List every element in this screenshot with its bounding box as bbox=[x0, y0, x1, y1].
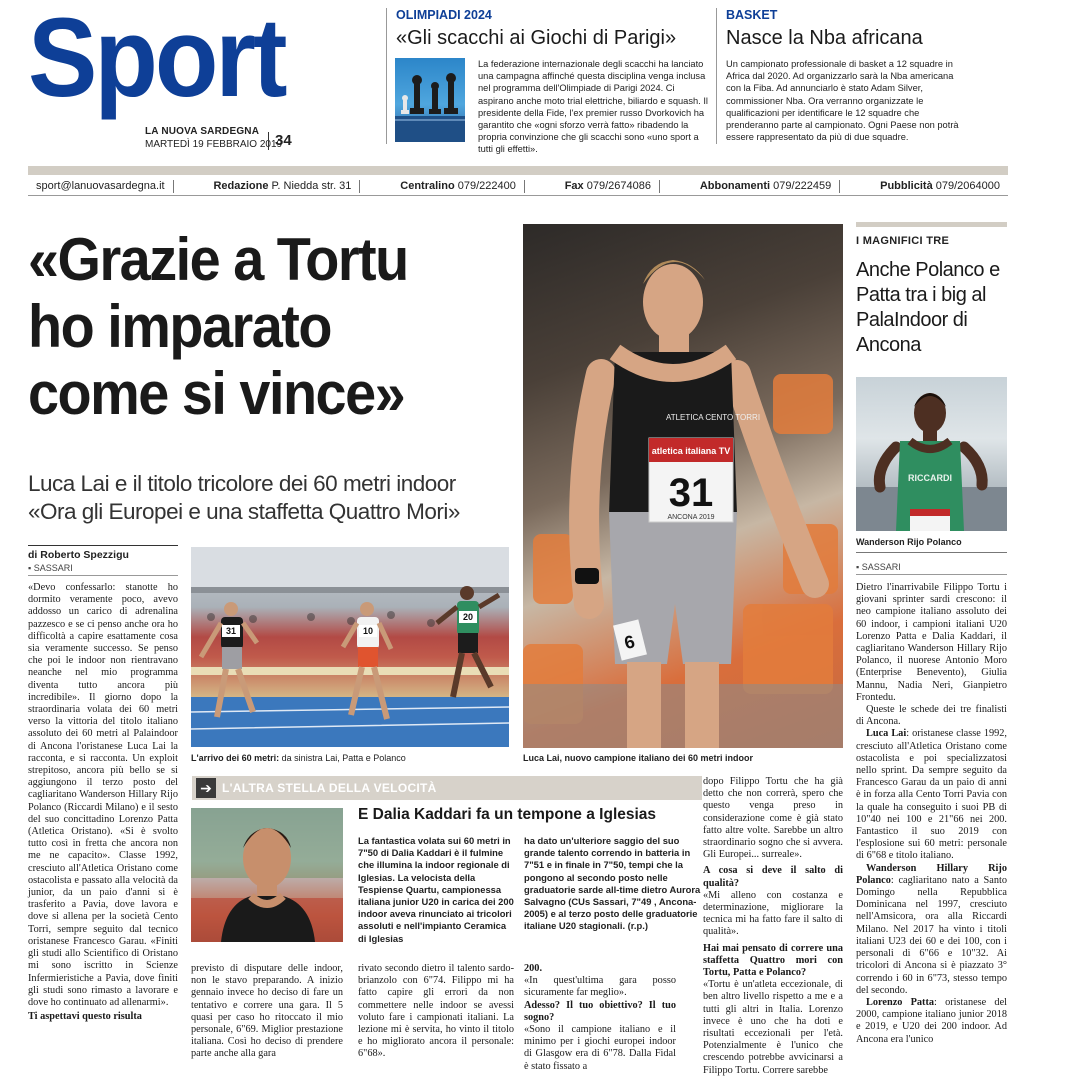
teaser-kicker-basket: BASKET bbox=[726, 8, 778, 22]
chess-photo bbox=[395, 58, 465, 142]
contact-value: 079/222400 bbox=[457, 180, 516, 192]
contact-label: Pubblicità bbox=[880, 180, 933, 192]
chess-pieces-icon bbox=[395, 58, 465, 142]
article-column-3: rivato secondo dietro il talento sardo-brianzolo con 6"74. Filippo mi ha fatto capire gli errori da non commettere nelle indoor se avessi voluto fare i campionati italiani. La lezione mi è servita, ho vinto il titolo e ho migliorato ancora il personale: 6"68». bbox=[358, 963, 514, 1060]
newspaper-name: LA NUOVA SARDEGNA bbox=[145, 126, 260, 137]
right-column-rule bbox=[856, 222, 1007, 227]
article-column-2: previsto di disputare delle indoor, non le stavo preparando. A inizio gennaio invece ho deciso di fare un tentativo e correre una gara. Il 5 quasi per caso ho ritoccato il mio personale, 6"69. Miglior prestazione italiana. Così ho deciso di prendere parte anche alla gara bbox=[191, 963, 343, 1060]
patta-profile: : oristanese del 2000, campione italiano junior 2018 e 2019, e U20 dei 200 indoor. Ad Ancona era l'unico bbox=[856, 996, 1008, 1045]
right-dateline: ▪ SASSARI bbox=[856, 562, 901, 572]
article-column-1 bbox=[28, 582, 178, 1058]
teaser-title-olimpiadi[interactable]: «Gli scacchi ai Giochi di Parigi» bbox=[396, 27, 677, 49]
race-bib-polanco: 20 bbox=[462, 612, 474, 622]
lai-hip-number: 6 bbox=[622, 631, 637, 654]
subheadline bbox=[28, 470, 528, 526]
dateline-rule bbox=[856, 574, 1007, 575]
headline-line: «Grazie a Tortu bbox=[28, 226, 408, 293]
byline-rule bbox=[28, 575, 178, 576]
sidebar-story-col1: La fantastica volata sui 60 metri in 7"50 di Dalia Kaddari è il fulmine che illumina la indoor regionale di Iglesias. La velocista della Tespiense Quartu, campionessa italiana junior U20 in carica dei 200 indoor aveva rinunciato ai tricolori assoluti e nell'impianto Ceramica di Iglesias bbox=[358, 835, 514, 944]
right-body-intro: Dietro l'inarrivabile Filippo Tortu i giovani sprinter sardi crescono: il neo campione italiano assoluto dei 60 indoor, i campioni italiani U20 Lorenzo Patta e Dalia Kaddari, il cagliaritano Wanderson Hillary Rijo Polanco, il nuorese Antonio Moro (Enterprise Benevento), Giulia Mannu, Nadia Neri, Gianpietro Frontedu. bbox=[856, 582, 1007, 703]
teaser-body-basket: Un campionato professionale di basket a 12 squadre in Africa dal 2020. Ad organizzarlo sarà la Nba americana con la Fiba. Ad annunciarlo è stato Adam Silver, commissioner Nba. Ora verranno organizzate le qualificazioni per identificare le 12 squadre che prenderanno parte al campionato. Ogni Paese non potrà essere rappresentato da più di due squadre. bbox=[726, 59, 959, 143]
contact-item bbox=[392, 180, 525, 193]
lai-name: Luca Lai bbox=[866, 728, 907, 740]
teaser-title-basket[interactable]: Nasce la Nba africana bbox=[726, 27, 923, 49]
contact-label: Abbonamenti bbox=[699, 180, 771, 192]
dateline-text: SASSARI bbox=[33, 563, 73, 573]
contact-item bbox=[872, 180, 1008, 193]
contact-label: Redazione bbox=[213, 180, 269, 192]
luca-lai-photo bbox=[523, 224, 843, 748]
teaser-body-olimpiadi: La federazione internazionale degli scacchi ha lanciato una campagna affinché questa disciplina venga inclusa nel programma dell'Olimpiade di Parigi 2024. Ci aspirano anche moto trial elettriche, biliardo e squash. Il presidente della Fide, l'ex premier russo Dvorkovich ha garantito che «ogni sforzo verrà fatto» ribadendo la propria convinzione che gli scacchi sono «uno sport a tutti gli effetti». bbox=[478, 59, 708, 155]
byline-rule bbox=[28, 545, 178, 546]
headline-line: come si vince» bbox=[28, 360, 405, 427]
contact-item bbox=[205, 180, 360, 193]
lai-bib-number: 31 bbox=[668, 471, 714, 515]
race-caption-bold: L'arrivo dei 60 metri: bbox=[191, 753, 280, 763]
column-divider bbox=[716, 8, 717, 144]
race-bib-patta: 10 bbox=[362, 626, 374, 636]
dalia-kaddari-illustration bbox=[191, 808, 343, 942]
lai-bib-top: atletica italiana TV bbox=[651, 446, 731, 456]
subhead-line: Luca Lai e il titolo tricolore dei 60 metri indoor bbox=[28, 471, 456, 496]
contacts-bar bbox=[28, 178, 1008, 196]
dateline: ▪ SASSARI bbox=[28, 563, 73, 573]
luca-lai-illustration bbox=[523, 224, 843, 748]
contact-value: 079/2064000 bbox=[935, 180, 1000, 192]
article-col4-top: 200. bbox=[524, 963, 543, 974]
article-col5c-text: «Tortu è un'atleta eccezionale, di ben altro livello rispetto a me e a tutti gli altri in Italia. Lorenzo invece è uno che ha doti e risultati eccezionali per l'età. Potenzialmente è l'unico che crescendo potrebbe avvicinarsi a Filippo Tortu. Correre sarebbe bbox=[703, 979, 843, 1076]
race-caption-text: da sinistra Lai, Patta e Polanco bbox=[279, 753, 406, 763]
right-article-body bbox=[856, 582, 1007, 1060]
race-finish-illustration bbox=[191, 547, 509, 747]
article-col1-tail: Ti aspettavi questo risulta bbox=[28, 1011, 142, 1023]
article-column-4 bbox=[524, 963, 676, 1072]
page-number: 34 bbox=[268, 132, 292, 150]
masthead-rule bbox=[28, 166, 1008, 175]
issue-date: MARTEDÌ 19 FEBBRAIO 2019 bbox=[145, 139, 283, 150]
polanco-shirt-text: RICCARDI bbox=[908, 473, 952, 483]
subhead-line: «Ora gli Europei e una staffetta Quattro Mori» bbox=[28, 499, 460, 524]
race-bib-lai: 31 bbox=[225, 626, 237, 636]
right-body-finalists: Queste le schede dei tre finalisti di Ancona. bbox=[856, 704, 1007, 728]
contact-label: Fax bbox=[564, 180, 584, 192]
right-article-title[interactable]: Anche Polanco e Patta tra i big al PalaIndoor di Ancona bbox=[856, 259, 1000, 356]
sport-logo: Sport bbox=[28, 0, 285, 121]
dalia-kaddari-photo bbox=[191, 808, 343, 942]
right-article-kicker: I MAGNIFICI TRE bbox=[856, 235, 950, 247]
headline-line: ho imparato bbox=[28, 293, 331, 360]
contact-value: 079/2674086 bbox=[586, 180, 651, 192]
patta-name: Lorenzo Patta bbox=[866, 996, 935, 1008]
article-col1-text: «Devo confessarlo: stanotte ho dormito veramente poco, avevo addosso un carico di adrenalina pazzesco e se ci penso anche ora ho difficoltà a capire esattamente cosa sia veramente successo. Se penso che poi le indoor non rientravano neanche nel mio programma diventa tutto ancora più incredibile». Il giorno dopo la straordinaria volata dei 60 metri verso la vittoria del titolo italiano assoluto dei 60 metri al Palaindoor di Ancona l'oristanese Luca Lai la racconta, e si racconta. Un exploit strepitoso, ancora più bello se si aggiungono il terzo posto del cagliaritano Wanderson Hillary Rijo Polanco (Riccardi Milano) e il sesto del suo concittadino Lorenzo Patta (Atletica Oristano). «Si è svolto tutto così in fretta che ancora non me ne capacito». Classe 1992, cresciuto all'Atletica Oristano come ostacolista e passato alla velocità da junior, da un paio d'anni si è trasferito a Pavia, dove lavora e dove si allena per la società Cento Torri, sempre seguito dal tecnico oristanese Francesco Garau. «Finiti gli studi allo Scientifico di Oristano mi sono iscritto in Scienze Infermieristiche a Pavia, dove finiti gli studi sono rimasto a lavorare e dove ho continuato ad allenarmi». bbox=[28, 582, 178, 1008]
contact-item bbox=[557, 180, 660, 193]
column-divider bbox=[386, 8, 387, 144]
right-dateline-text: SASSARI bbox=[861, 562, 901, 572]
teaser-kicker-olimpiadi: OLIMPIADI 2024 bbox=[396, 8, 492, 22]
question-relay: Hai mai pensato di correre una staffetta Quattro mori con Tortu, Patta e Polanco? bbox=[703, 942, 843, 979]
sidebar-band-label: L'ALTRA STELLA DELLA VELOCITÀ bbox=[222, 781, 437, 795]
article-col4-text: «In quest'ultima gara posso sicuramente far meglio». bbox=[524, 975, 676, 999]
contact-value: sport@lanuovasardegna.it bbox=[36, 180, 165, 192]
polanco-photo bbox=[856, 377, 1007, 531]
polanco-illustration bbox=[856, 377, 1007, 531]
byline: di Roberto Spezzigu bbox=[28, 549, 129, 561]
polanco-photo-caption: Wanderson Rijo Polanco bbox=[856, 537, 962, 547]
race-photo-caption bbox=[191, 753, 406, 763]
main-headline bbox=[28, 226, 484, 427]
sidebar-story-col2: ha dato un'ulteriore saggio del suo grande talento correndo in batteria in 7"51 e in finale in 7"50, tempi che la pongono al secondo posto nelle graduatorie sarde all-time dietro Aurora Salvagno (CUs Sassari, 7"49 , Ancona-2005) e al terzo posto delle graduatorie italiane U20 stagionali. (r.p.) bbox=[524, 835, 701, 932]
polanco-name: Wanderson Hillary Rijo Polanco bbox=[856, 862, 1007, 886]
sidebar-story-title[interactable]: E Dalia Kaddari fa un tempone a Iglesias bbox=[358, 806, 657, 823]
polanco-profile: : cagliaritano nato a Santo Domingo nella Repubblica Dominicana nel 1997, cresciuto nell'Amsicora, ora alla Riccardi Milano. Nel 2017 ha vinto i titoli italiani U23 dei 60 e dei 100, con i personali di 6"66 e 10"32. Ai tricolori di Ancona si è piazzato 3° correndo i 60 in 6"73, stesso tempo del secondo. bbox=[856, 874, 1007, 996]
caption-rule bbox=[856, 552, 1007, 553]
article-column-5 bbox=[703, 776, 843, 1076]
lai-profile: : oristanese classe 1992, cresciuto all'Atletica Oristano come ostacolista e poi specializzatosi nello sprint. Da sempre seguito da Francesco Garau da un paio di anni è in forza alla Cento Torri Pavia con la quale ha conseguito i suoi PB di 10"40 nei 100 e 21"66 nei 200. Fantastico il suo 2019 con l'esplosione sui 60 metri: personale di 6"68 e titolo italiano. bbox=[856, 728, 1008, 862]
contact-item bbox=[692, 180, 840, 193]
lai-shirt-text: ATLETICA CENTO TORRI bbox=[665, 413, 761, 422]
contact-value: P. Niedda str. 31 bbox=[271, 180, 352, 192]
article-col5b-text: «Mi alleno con costanza e determinazione, migliorare la tecnica mi ha fatto fare il salto di qualità». bbox=[703, 889, 843, 938]
lai-bib-bottom: ANCONA 2019 bbox=[667, 514, 715, 521]
race-finish-photo bbox=[191, 547, 509, 747]
question-goal: Adesso? Il tuo obiettivo? Il tuo sogno? bbox=[524, 999, 676, 1023]
arrow-right-icon: ➔ bbox=[196, 778, 216, 798]
article-col4b-text: «Sono il campione italiano e il minimo per i giochi europei indoor di Glasgow era di 6"78. Dalla Fidal è stato fissato a bbox=[524, 1024, 676, 1072]
lai-photo-caption: Luca Lai, nuovo campione italiano dei 60 metri indoor bbox=[523, 753, 754, 763]
contact-label: Centralino bbox=[400, 180, 455, 192]
contact-item[interactable] bbox=[28, 180, 174, 193]
article-col5a-text: dopo Filippo Tortu che ha già detto che non correrà, spero che questo venga preso in considerazione come è già stato fatto altre volte. Sarebbe un altro straordinario sogno che si avvera. Gli Europei... surreale». bbox=[703, 776, 843, 861]
question-quality: A cosa si deve il salto di qualità? bbox=[703, 865, 843, 889]
contact-value: 079/222459 bbox=[773, 180, 832, 192]
